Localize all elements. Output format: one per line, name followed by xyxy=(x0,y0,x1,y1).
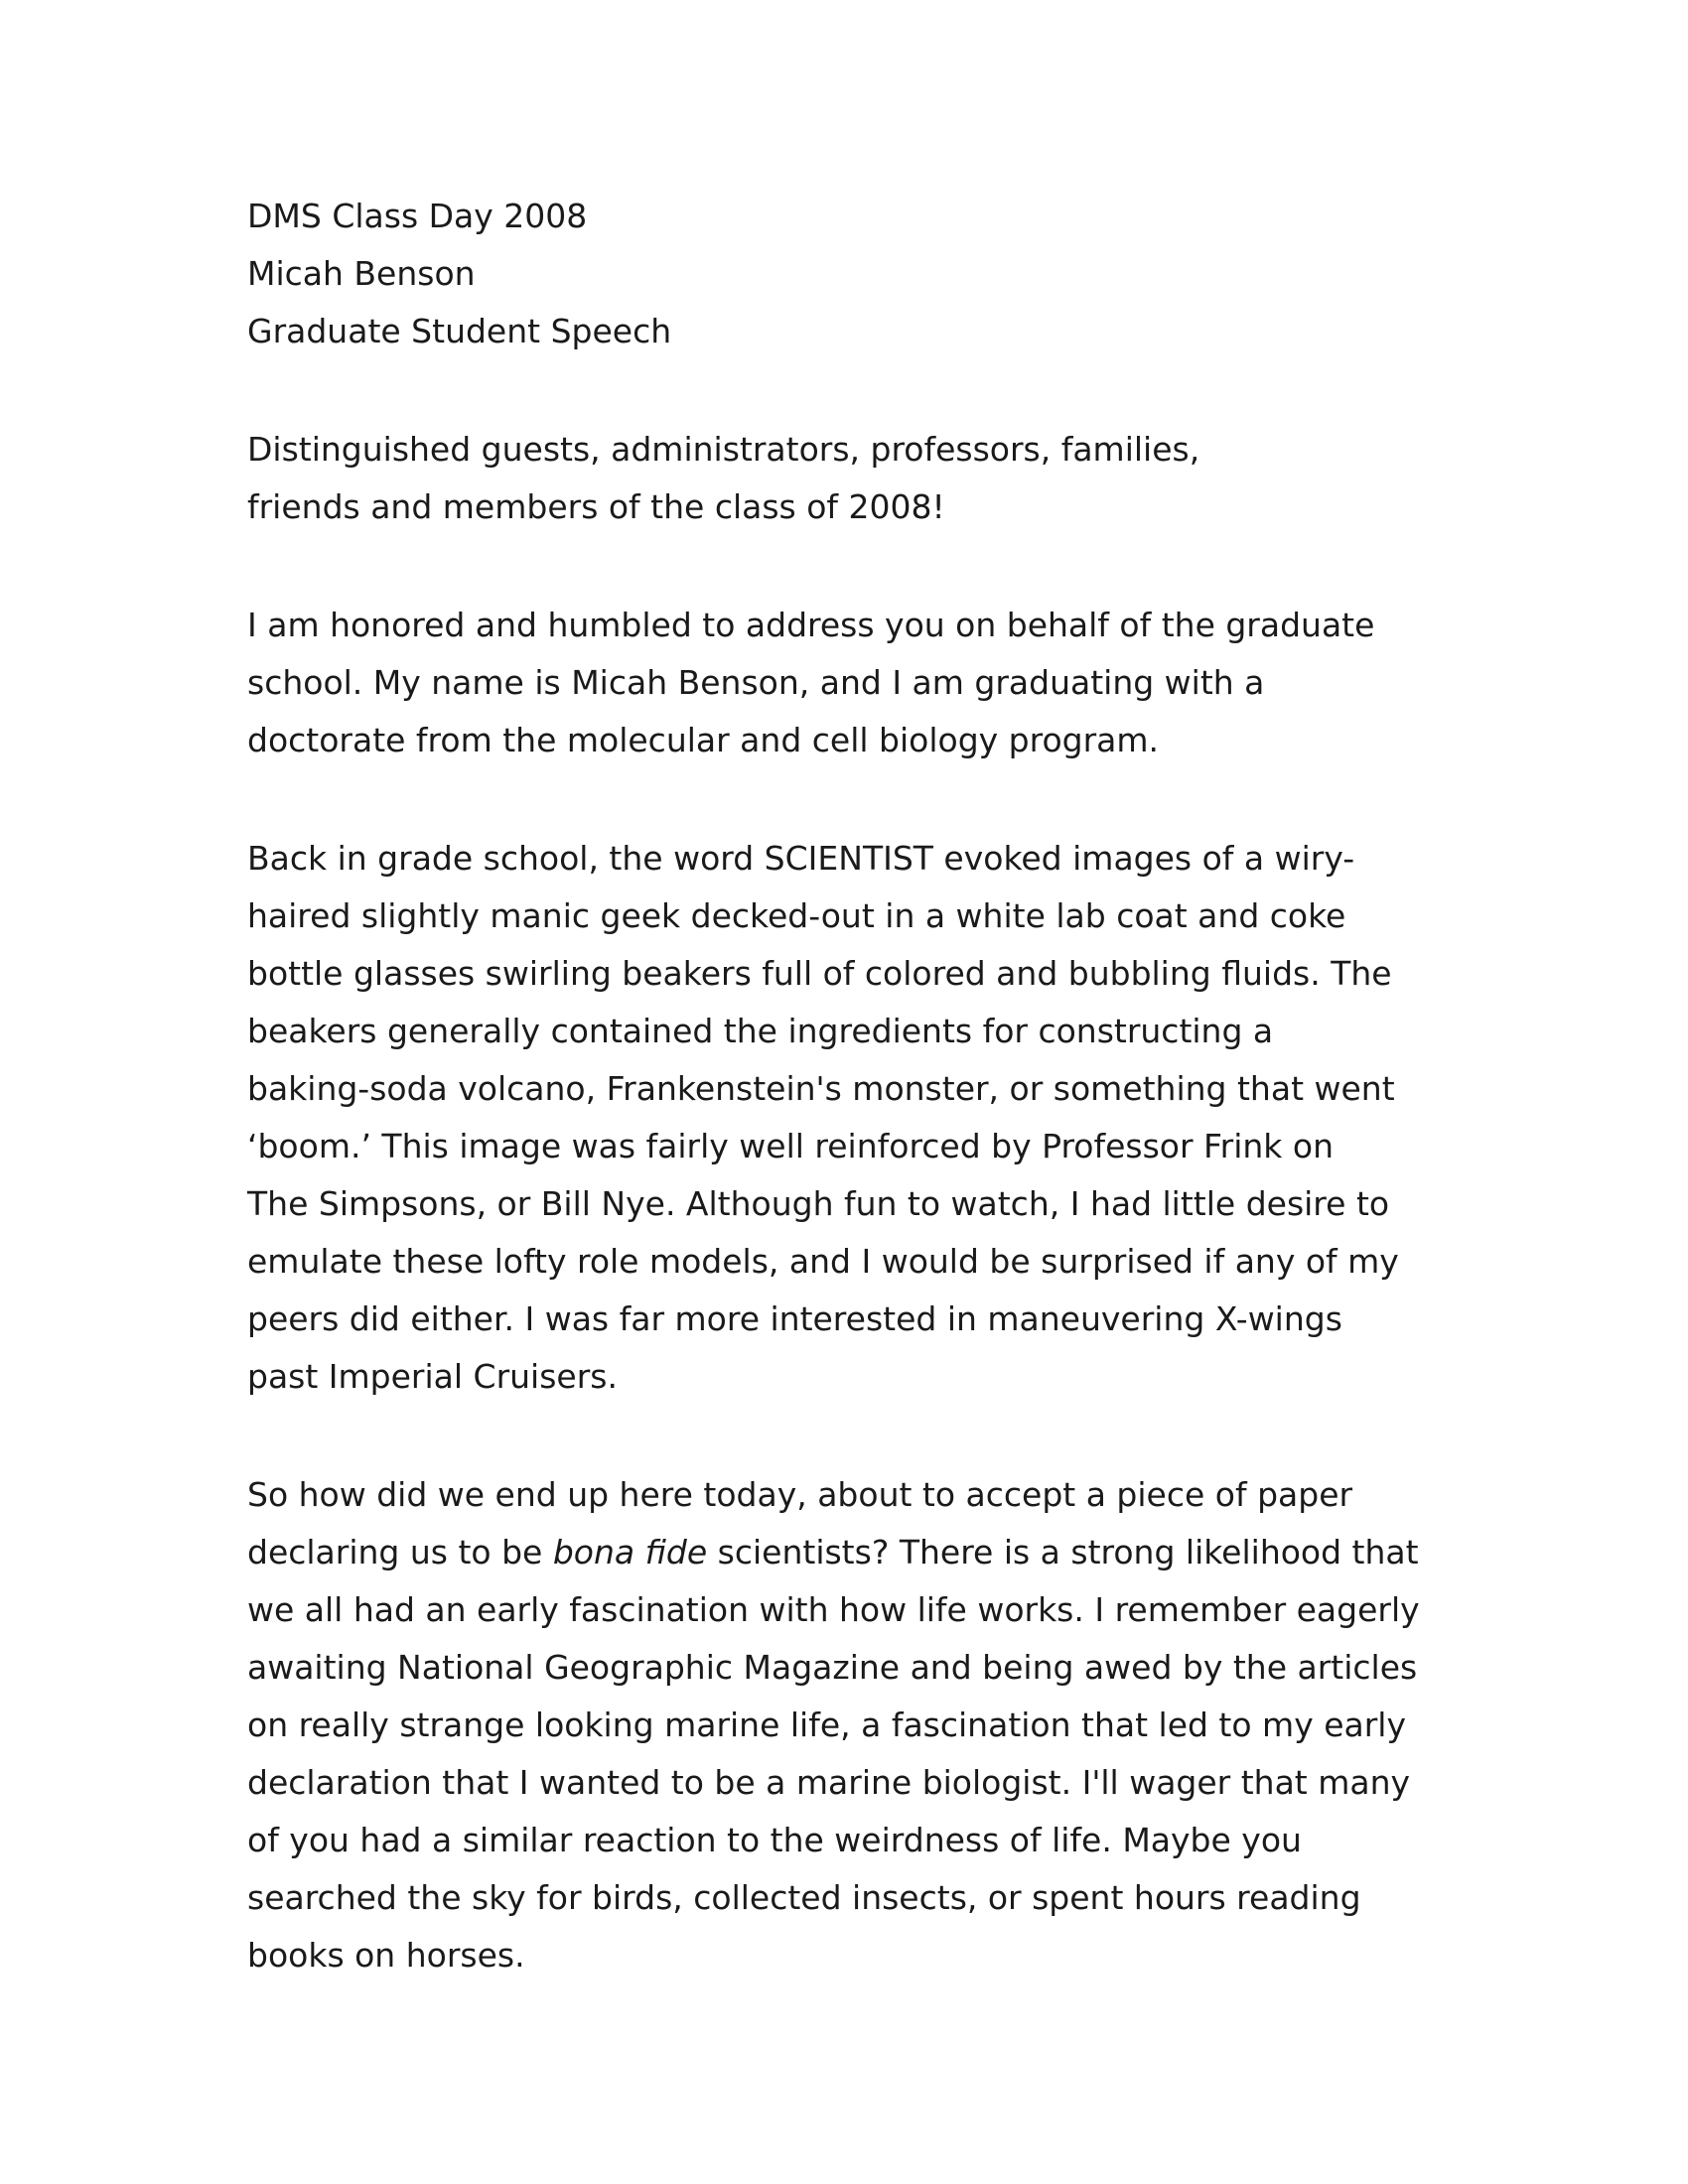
paragraph-line: we all had an early fascination with how life works. I remember eagerly xyxy=(247,1590,1420,1629)
paragraph-line: of you had a similar reaction to the weirdness of life. Maybe you xyxy=(247,1821,1302,1859)
text-segment: scientists? There is a strong likelihood that xyxy=(707,1533,1419,1571)
speech-document xyxy=(247,188,1488,1984)
paragraph-line: searched the sky for birds, collected insects, or spent hours reading xyxy=(247,1878,1361,1917)
paragraph-line: school. My name is Micah Benson, and I am graduating with a xyxy=(247,663,1265,702)
paragraph-introduction xyxy=(247,597,1488,769)
paragraph-line: I am honored and humbled to address you on behalf of the graduate xyxy=(247,606,1375,644)
speech-type: Graduate Student Speech xyxy=(247,312,672,350)
paragraph-line xyxy=(247,1524,1488,1581)
paragraph-line: haired slightly manic geek decked-out in a white lab coat and coke xyxy=(247,896,1346,935)
salutation-line: Distinguished guests, administrators, professors, families, xyxy=(247,430,1200,469)
paragraph-line: awaiting National Geographic Magazine and being awed by the articles xyxy=(247,1648,1418,1687)
paragraph-gap xyxy=(247,1406,1488,1466)
paragraph-line: doctorate from the molecular and cell biology program. xyxy=(247,721,1160,759)
paragraph-line: The Simpsons, or Bill Nye. Although fun to watch, I had little desire to xyxy=(247,1184,1390,1223)
text-segment: declaring us to be xyxy=(247,1533,553,1571)
paragraph-line: past Imperial Cruisers. xyxy=(247,1357,618,1396)
document-header xyxy=(247,188,1488,360)
paragraph-line: emulate these lofty role models, and I would be surprised if any of my xyxy=(247,1242,1399,1281)
event-title: DMS Class Day 2008 xyxy=(247,197,588,235)
paragraph-line: bottle glasses swirling beakers full of colored and bubbling fluids. The xyxy=(247,954,1392,993)
paragraph-line: beakers generally contained the ingredients for constructing a xyxy=(247,1012,1274,1050)
paragraph-gap xyxy=(247,360,1488,421)
paragraph-line: So how did we end up here today, about to accept a piece of paper xyxy=(247,1475,1353,1514)
italic-phrase: bona fide xyxy=(552,1533,708,1571)
salutation xyxy=(247,421,1488,536)
paragraph-line: on really strange looking marine life, a fascination that led to my early xyxy=(247,1706,1407,1744)
paragraph-fascination xyxy=(247,1466,1488,1984)
salutation-line: friends and members of the class of 2008! xyxy=(247,487,945,526)
paragraph-line: peers did either. I was far more interested in maneuvering X-wings xyxy=(247,1299,1342,1338)
paragraph-gap xyxy=(247,536,1488,597)
paragraph-line: ‘boom.’ This image was fairly well reinforced by Professor Frink on xyxy=(247,1127,1334,1165)
paragraph-gap xyxy=(247,769,1488,830)
paragraph-grade-school xyxy=(247,830,1488,1406)
paragraph-line: baking-soda volcano, Frankenstein's monster, or something that went xyxy=(247,1069,1395,1108)
paragraph-line: declaration that I wanted to be a marine biologist. I'll wager that many xyxy=(247,1763,1411,1802)
paragraph-line: Back in grade school, the word SCIENTIST evoked images of a wiry- xyxy=(247,839,1355,878)
speaker-name: Micah Benson xyxy=(247,254,476,293)
paragraph-line: books on horses. xyxy=(247,1936,525,1975)
